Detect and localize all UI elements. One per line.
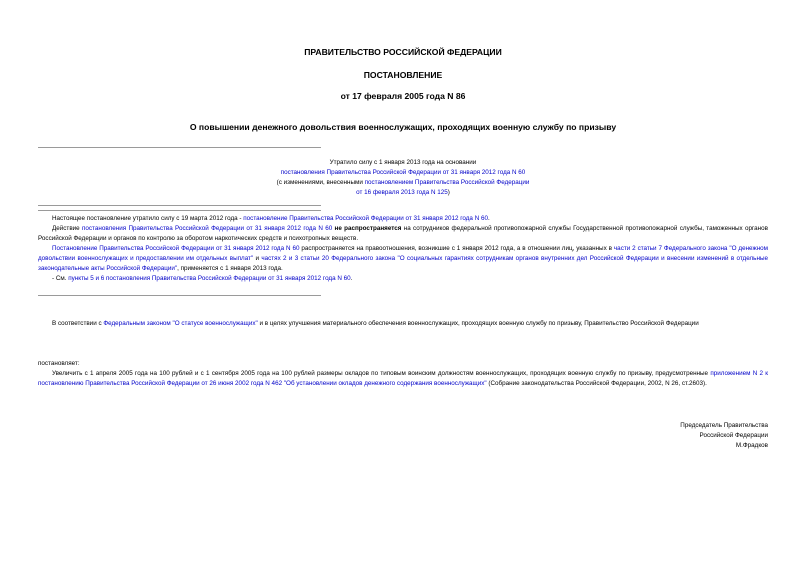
editorial-notes — [38, 214, 768, 284]
law-link[interactable]: Федеральным законом "О статусе военнослужащих" — [103, 320, 258, 327]
body-text: В соответствии с — [52, 320, 104, 327]
amendment-link-part1[interactable]: постановлением Правительства Российской Федерации — [364, 179, 530, 186]
divider — [38, 147, 321, 148]
note-text: Действие — [52, 225, 82, 232]
signer-org: Российской Федерации — [699, 432, 768, 439]
status-suffix: ) — [447, 189, 450, 196]
note-link[interactable]: Постановление Правительства Российской Федерации от 31 января 2012 года N 60 — [52, 245, 300, 252]
note-text: . — [350, 275, 353, 282]
divider — [38, 205, 321, 206]
divider — [38, 295, 321, 296]
note-text: , применяется с 1 января 2013 года. — [177, 265, 283, 272]
doc-type-heading: ПОСТАНОВЛЕНИЕ — [363, 70, 443, 80]
note-text: и — [253, 255, 262, 262]
note-emphasis: не распространяется — [332, 225, 402, 232]
signer-title: Председатель Правительства — [680, 422, 768, 429]
body-text: и в целях улучшения материального обеспечения военнослужащих, проходящих военную службу по призыву, Правительство Российской Федерации — [257, 320, 699, 327]
note-4 — [38, 274, 768, 284]
signer-name: М.Фрадков — [735, 442, 768, 449]
note-link[interactable]: частях 2 и 3 статьи 20 Федерального закона "О социальных гарантиях сотрудникам органов внутренних дел Российской Федерации и внесении изменений в отдельные законодательные акты Российской Федерации" — [38, 255, 768, 272]
decree-word: постановляет: — [38, 360, 80, 367]
divider — [38, 210, 321, 211]
annex-link[interactable]: приложением N 2 к постановлению Правительства Российской Федерации от 26 июня 2002 года N 462 "Об установлении окладов денежного содержания военнослужащих" — [38, 370, 768, 387]
note-link[interactable]: постановление Правительства Российской Федерации от 31 января 2012 года N 60 — [243, 215, 488, 222]
amendment-link-part2[interactable]: от 16 февраля 2013 года N 125 — [356, 189, 448, 196]
note-3 — [38, 244, 768, 274]
document-title: О повышении денежного довольствия военнослужащих, проходящих военную службу по призыву — [189, 122, 617, 132]
repeal-link[interactable]: постановления Правительства Российской Федерации от 31 января 2012 года N 60 — [280, 169, 526, 176]
date-number-heading: от 17 февраля 2005 года N 86 — [340, 91, 466, 101]
status-block — [38, 158, 768, 198]
body-text: Увеличить с 1 апреля 2005 года на 100 рублей и с 1 сентября 2005 года на 100 рублей размеры окладов по типовым воинским должностям военнослужащих, проходящих военную службу по призыву, предусмотренные — [52, 370, 711, 377]
status-line: Утратило силу с 1 января 2013 года на основании — [329, 159, 477, 166]
note-2 — [38, 224, 768, 244]
note-text: Настоящее постановление утратило силу с 19 марта 2012 года - — [52, 215, 244, 222]
note-text: распространяется на правоотношения, возникшие с 1 января 2012 года, а в отношении лиц, указанных в — [299, 245, 614, 252]
note-text: . — [488, 215, 490, 222]
note-link[interactable]: пункты 5 и 6 постановления Правительства Российской Федерации от 31 января 2012 года N 60 — [68, 275, 351, 282]
signature-block — [680, 421, 768, 451]
body-text: (Собрание законодательства Российской Федерации, 2002, N 26, ст.2603). — [486, 380, 707, 387]
preamble-paragraph — [38, 319, 768, 329]
note-text: на сотрудников федеральной противопожарной службы Государственной противопожарной службы, таможенных органов Российской Федерации и органов по контролю за оборотом наркотических средств и психотропных веществ. — [38, 225, 768, 242]
note-link[interactable]: части 2 статьи 7 Федерального закона "О денежном довольствии военнослужащих и предоставлении им отдельных выплат" — [38, 245, 769, 262]
note-text: - См. — [52, 275, 69, 282]
note-1 — [38, 214, 768, 224]
operative-paragraph — [38, 369, 768, 389]
note-link[interactable]: постановления Правительства Российской Федерации от 31 января 2012 года N 60 — [82, 225, 333, 232]
status-prefix: (с изменениями, внесенными — [276, 179, 365, 186]
government-heading: ПРАВИТЕЛЬСТВО РОССИЙСКОЙ ФЕДЕРАЦИИ — [304, 47, 502, 57]
